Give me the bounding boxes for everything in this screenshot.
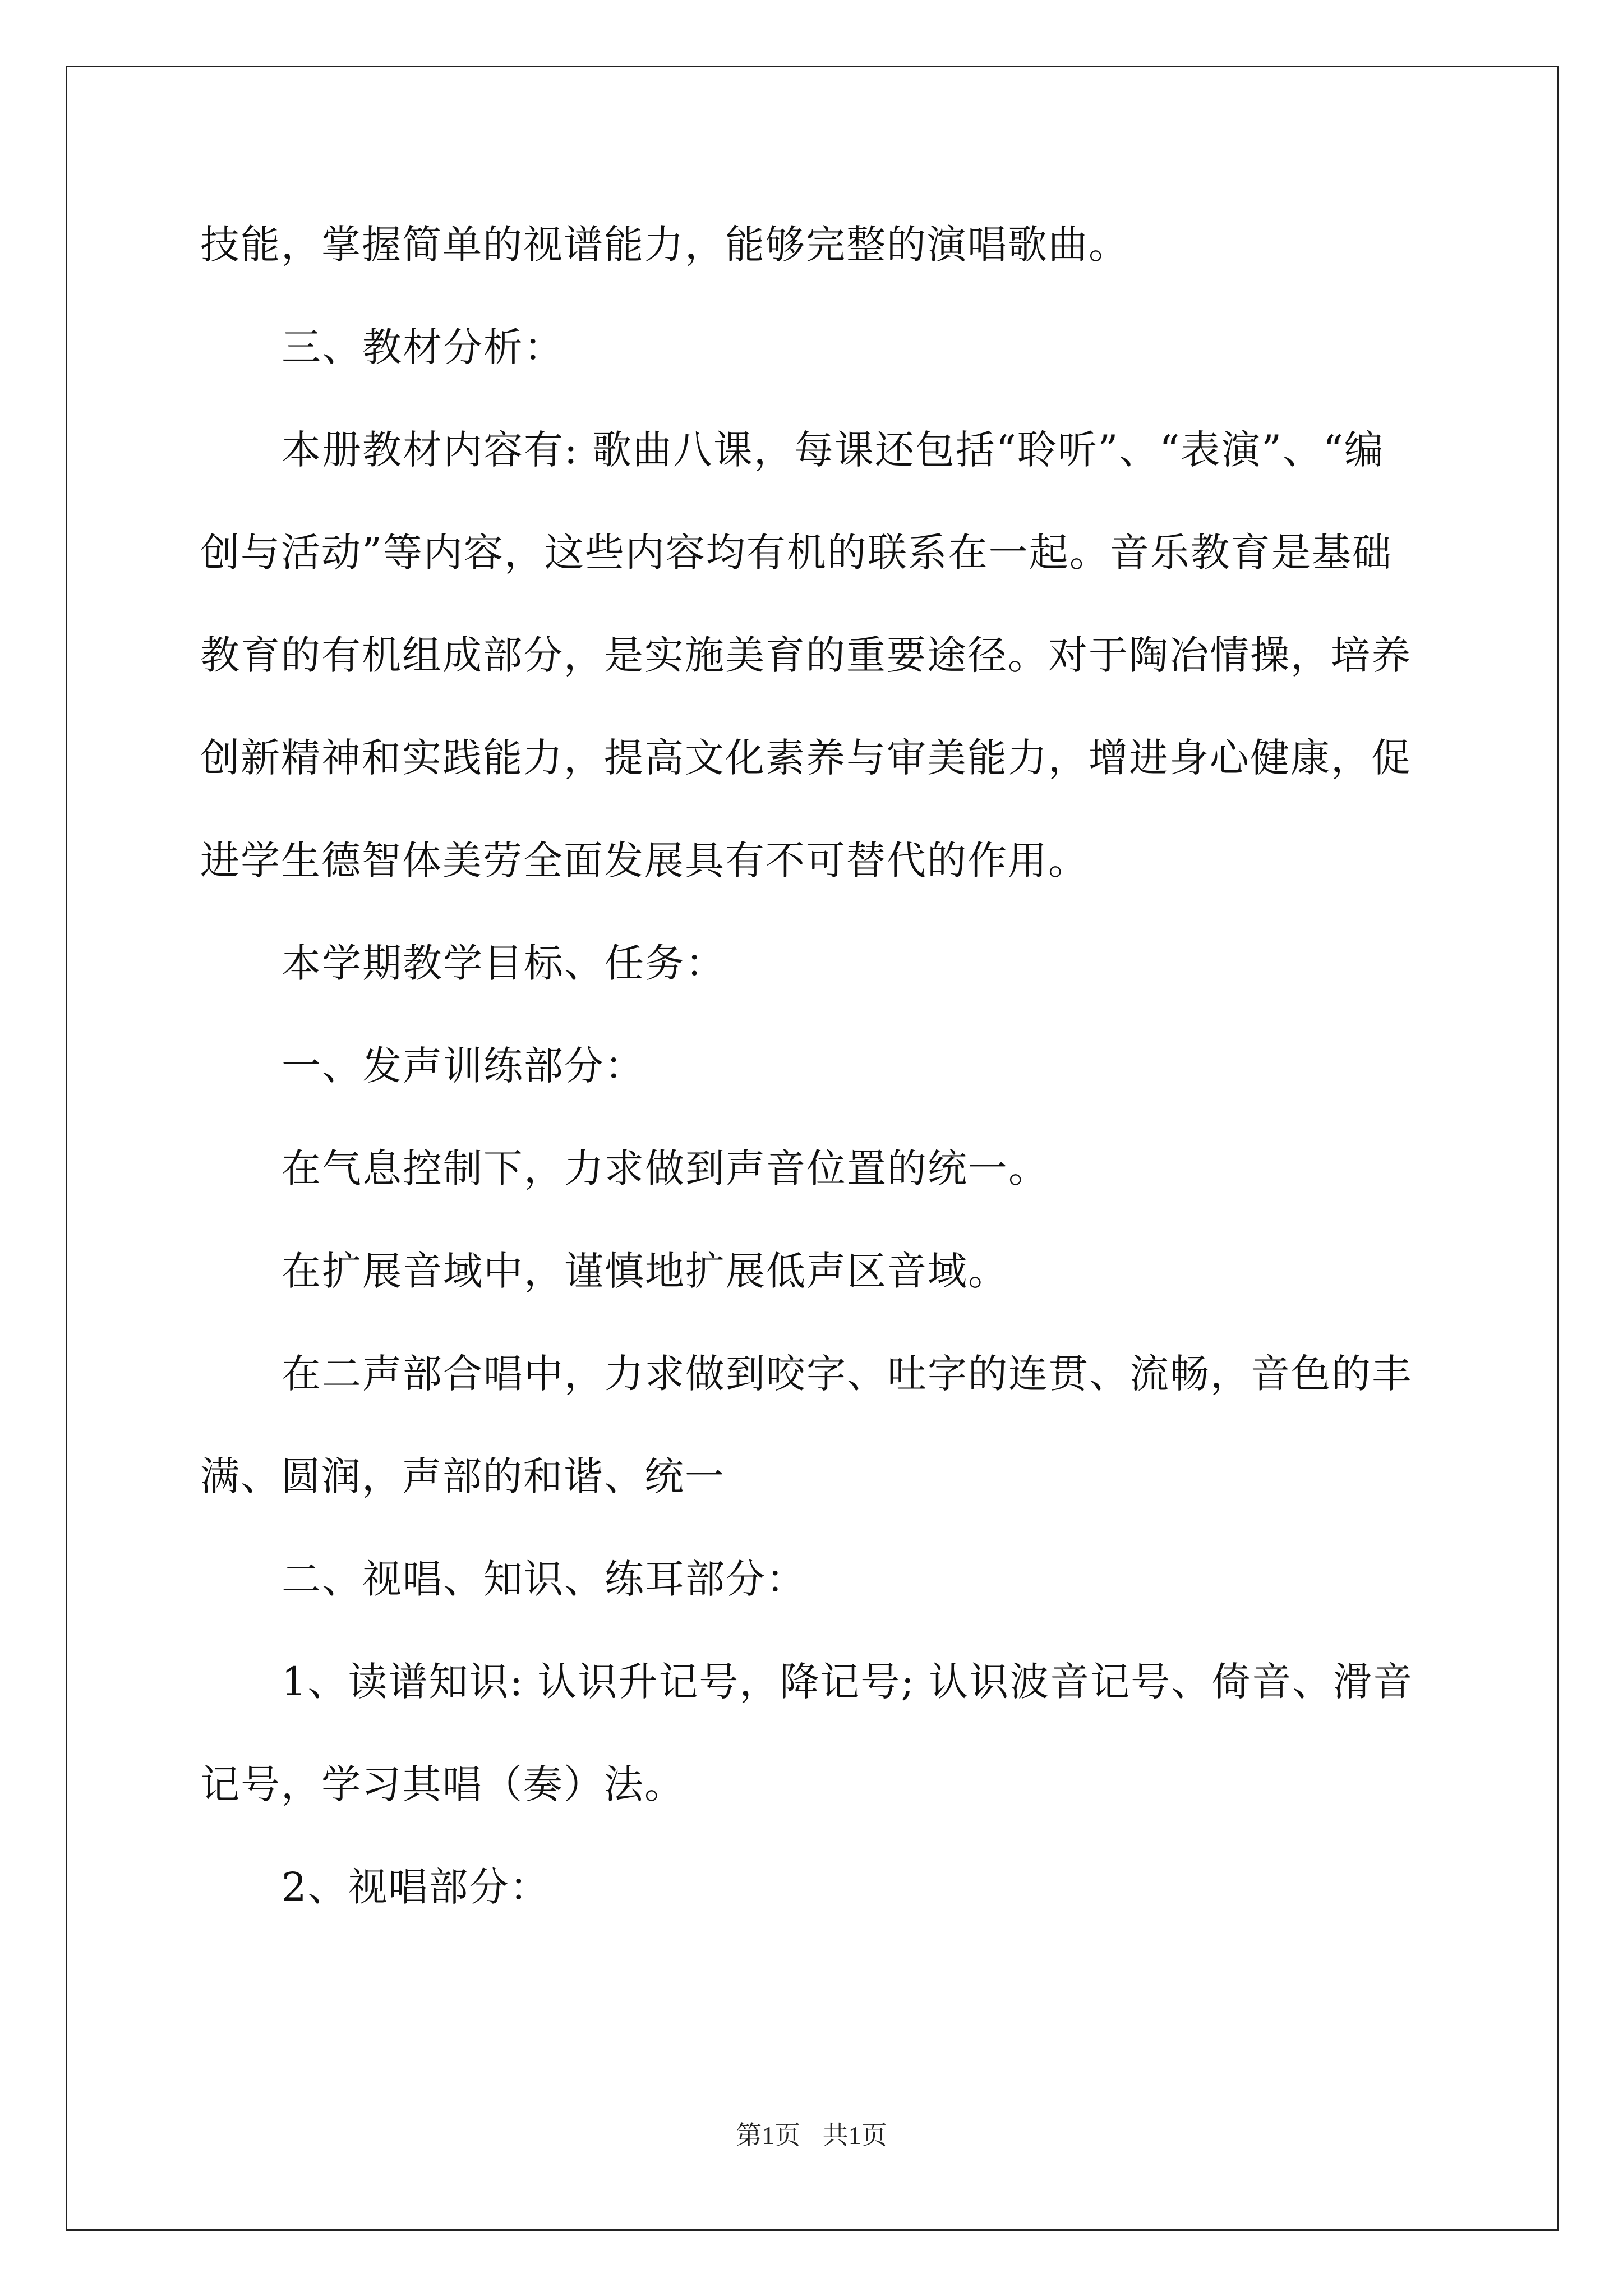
paragraph-8: 在二声部合唱中，力求做到咬字、吐字的连贯、流畅，音色的丰满、圆润，声部的和谐、统一 xyxy=(200,1351,1412,1499)
paragraph-9: 二、视唱、知识、练耳部分： xyxy=(282,1556,806,1602)
paragraph-10: 1、读谱知识: 认识升记号，降记号; 认识波音记号、倚音、滑音记号，学习其唱（奏）法。 xyxy=(200,1659,1414,1807)
page-total: 共1页 xyxy=(822,2121,887,2150)
page-number: 第1页 xyxy=(736,2121,801,2150)
paragraph-6: 在气息控制下，力求做到声音位置的统一。 xyxy=(282,1145,1049,1191)
paragraph-3: 本册教材内容有: 歌曲八课，每课还包括“聆听”、“表演”、“编创与活动”等内容，这些内容均有机的联系在一起。音乐教育是基础教育的有机组成部分，是实施美育的重要途径。对于陶冶情操，培养创新精神和实践能力，提高文化素养与审美能力，增进身心健康，促进学生德智体美劳全面发展具有不可替代的作用。 xyxy=(200,427,1412,884)
page-footer xyxy=(0,2115,1623,2152)
paragraph-2: 三、教材分析： xyxy=(282,324,564,370)
paragraph-11: 2、视唱部分： xyxy=(282,1864,550,1910)
paragraph-5: 一、发声训练部分： xyxy=(282,1043,645,1089)
paragraph-4: 本学期教学目标、任务： xyxy=(282,940,726,986)
paragraph-7: 在扩展音域中，谨慎地扩展低声区音域。 xyxy=(282,1248,1008,1294)
paragraph-1: 技能，掌握简单的视谱能力，能够完整的演唱歌曲。 xyxy=(200,222,1129,268)
